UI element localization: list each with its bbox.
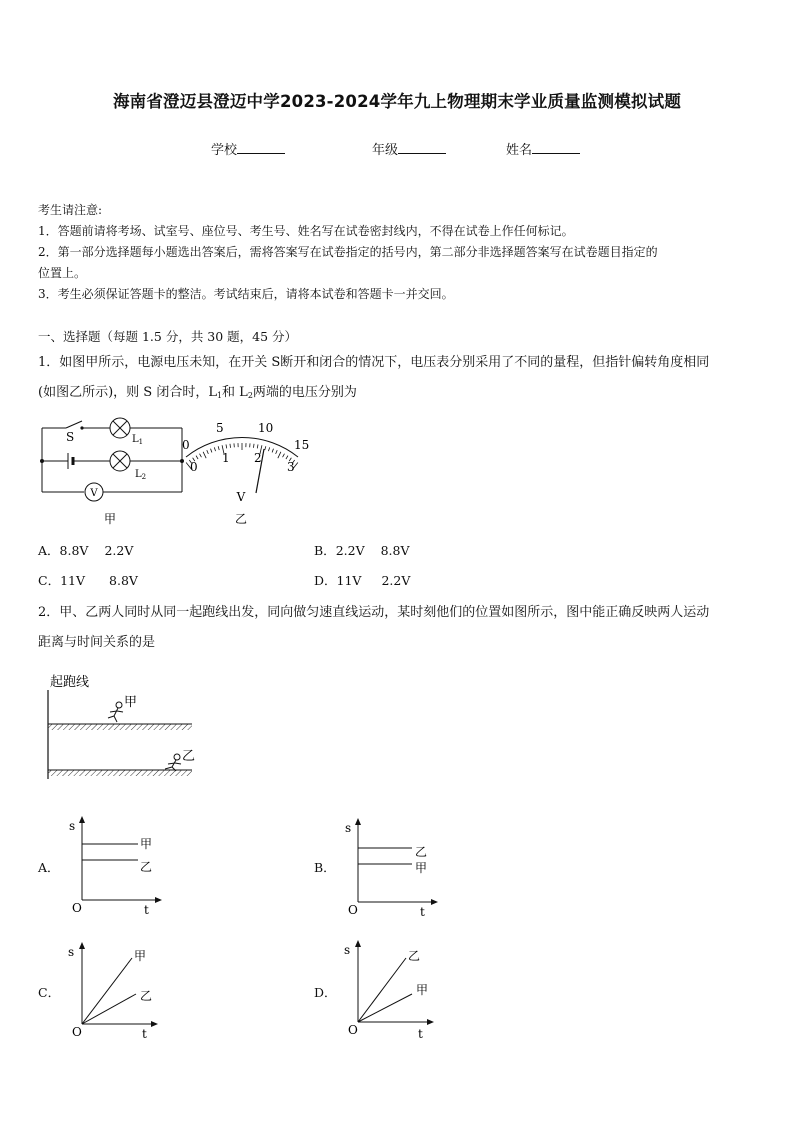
tick-top-15: 15 xyxy=(294,438,310,452)
tick-bottom-3: 3 xyxy=(287,460,295,474)
fig-left-caption: 甲 xyxy=(103,512,117,526)
dial-tick xyxy=(203,452,206,458)
svg-text:甲: 甲 xyxy=(140,837,153,851)
grade-label: 年级 xyxy=(372,143,399,158)
runner-jia-icon xyxy=(108,702,123,722)
dial-tick xyxy=(226,444,227,448)
svg-text:乙: 乙 xyxy=(408,949,421,963)
tick-top-0: 0 xyxy=(182,438,190,452)
svg-text:s: s xyxy=(345,821,352,835)
q2-option-a-graph[interactable] xyxy=(64,814,174,920)
dial-tick xyxy=(272,449,273,453)
q1-option-b[interactable]: B．2.2V 8.8V xyxy=(314,543,410,558)
dial-tick xyxy=(276,450,278,454)
dial-tick xyxy=(196,456,198,459)
svg-text:t: t xyxy=(420,905,425,919)
svg-text:O: O xyxy=(72,901,82,915)
q2-option-b-graph[interactable] xyxy=(340,816,450,922)
q1-text-line1: 1．如图甲所示，电源电压未知，在开关 S断开和闭合的情况下，电压表分别采用了不同的量程，但指针偏转角度相同 xyxy=(38,355,710,370)
q1-option-a[interactable]: A．8.8V 2.2V xyxy=(38,543,134,558)
svg-text:t: t xyxy=(144,903,149,917)
note-item-2: 2．第一部分选择题每小题选出答案后，需将答案写在试卷指定的括号内，第二部分非选择题答案写在试卷题目指定的 xyxy=(38,245,658,259)
runner-jia-label: 甲 xyxy=(124,695,138,710)
tick-bottom-1: 1 xyxy=(222,451,230,465)
svg-text:甲: 甲 xyxy=(134,949,147,963)
switch-blade xyxy=(66,421,82,428)
name-field[interactable] xyxy=(506,139,580,158)
dial-tick xyxy=(200,454,202,458)
svg-text:O: O xyxy=(348,903,358,917)
svg-text:t: t xyxy=(142,1027,147,1041)
l2-label: $L_2$ xyxy=(135,469,147,481)
dial-tick xyxy=(257,444,258,448)
tick-bottom-2: 2 xyxy=(254,451,262,465)
dial-tick xyxy=(211,449,212,453)
svg-text:乙: 乙 xyxy=(140,989,153,1003)
svg-text:s: s xyxy=(68,945,75,959)
svg-text:甲: 甲 xyxy=(416,983,429,997)
circuit-diagram xyxy=(42,418,182,501)
dial-tick xyxy=(218,446,219,450)
name-label: 姓名 xyxy=(506,143,533,158)
q2-track-figure xyxy=(40,668,200,792)
notes-heading: 考生请注意: xyxy=(38,203,103,217)
q1-option-c[interactable]: C．11V 8.8V xyxy=(38,573,138,588)
start-line-label: 起跑线 xyxy=(50,675,90,690)
dial-tick xyxy=(286,456,288,459)
tick-bottom-0: 0 xyxy=(190,460,198,474)
q2-option-c-graph[interactable] xyxy=(64,940,174,1046)
lane-divider xyxy=(48,724,192,730)
section-heading: 一、选择题（每题 1.5 分，共 30 题，45 分） xyxy=(38,329,298,344)
tick-top-5: 5 xyxy=(216,421,224,435)
dial-tick xyxy=(230,444,231,448)
svg-text:O: O xyxy=(348,1023,358,1037)
svg-text:O: O xyxy=(72,1025,82,1039)
dial-tick xyxy=(207,450,209,454)
meter-dial xyxy=(186,437,298,493)
q2-option-d-letter[interactable]: D． xyxy=(314,985,337,1000)
svg-text:s: s xyxy=(344,943,351,957)
l1-label: $L_1$ xyxy=(132,434,144,446)
fig-right-caption: 乙 xyxy=(234,512,248,526)
page-title: 海南省澄迈县澄迈中学2023-2024学年九上物理期末学业质量监测模拟试题 xyxy=(112,92,682,111)
q2-option-d-graph[interactable] xyxy=(340,938,450,1044)
meter-unit: V xyxy=(236,490,246,504)
note-item-1: 1．答题前请将考场、试室号、座位号、考生号、姓名写在试卷密封线内，不得在试卷上作任何标记。 xyxy=(38,224,574,238)
svg-text:甲: 甲 xyxy=(415,861,428,875)
note-item-3: 3．考生必须保证答题卡的整洁。考试结束后，请将本试卷和答题卡一并交回。 xyxy=(38,287,454,301)
school-field[interactable] xyxy=(211,139,285,158)
switch-label: S xyxy=(66,430,75,444)
q2-option-c-letter[interactable]: C． xyxy=(38,985,61,1000)
dial-tick xyxy=(265,446,266,450)
q1-text-line2: (如图乙所示)，则 S 闭合时，$L_1$和 $L_2$两端的电压分别为 xyxy=(38,385,357,400)
school-label: 学校 xyxy=(211,143,238,158)
svg-text:乙: 乙 xyxy=(140,860,153,874)
tick-top-10: 10 xyxy=(258,421,274,435)
q2-text-line1: 2．甲、乙两人同时从同一起跑线出发，同向做匀速直线运动，某时刻他们的位置如图所示，图中能正确反映两人运动 xyxy=(38,605,710,620)
dial-tick xyxy=(278,452,281,458)
dial-tick xyxy=(214,447,215,451)
runner-yi-icon xyxy=(165,754,181,771)
svg-text:t: t xyxy=(418,1027,423,1041)
q2-text-line2: 距离与时间关系的是 xyxy=(38,635,156,650)
q1-option-d[interactable]: D．11V 2.2V xyxy=(314,573,411,588)
note-item-2-cont: 位置上。 xyxy=(38,266,87,280)
q1-figures xyxy=(36,415,336,533)
q2-option-a-letter[interactable]: A． xyxy=(38,860,60,875)
grade-field[interactable] xyxy=(372,139,446,158)
dial-tick xyxy=(283,454,285,458)
q2-option-b-letter[interactable]: B． xyxy=(314,860,336,875)
dial-tick xyxy=(253,444,254,448)
dial-tick xyxy=(268,447,269,451)
lane-bottom xyxy=(48,770,192,776)
voltmeter-label: V xyxy=(90,488,98,499)
svg-text:s: s xyxy=(69,819,76,833)
svg-text:乙: 乙 xyxy=(415,845,428,859)
runner-yi-label: 乙 xyxy=(182,749,196,764)
